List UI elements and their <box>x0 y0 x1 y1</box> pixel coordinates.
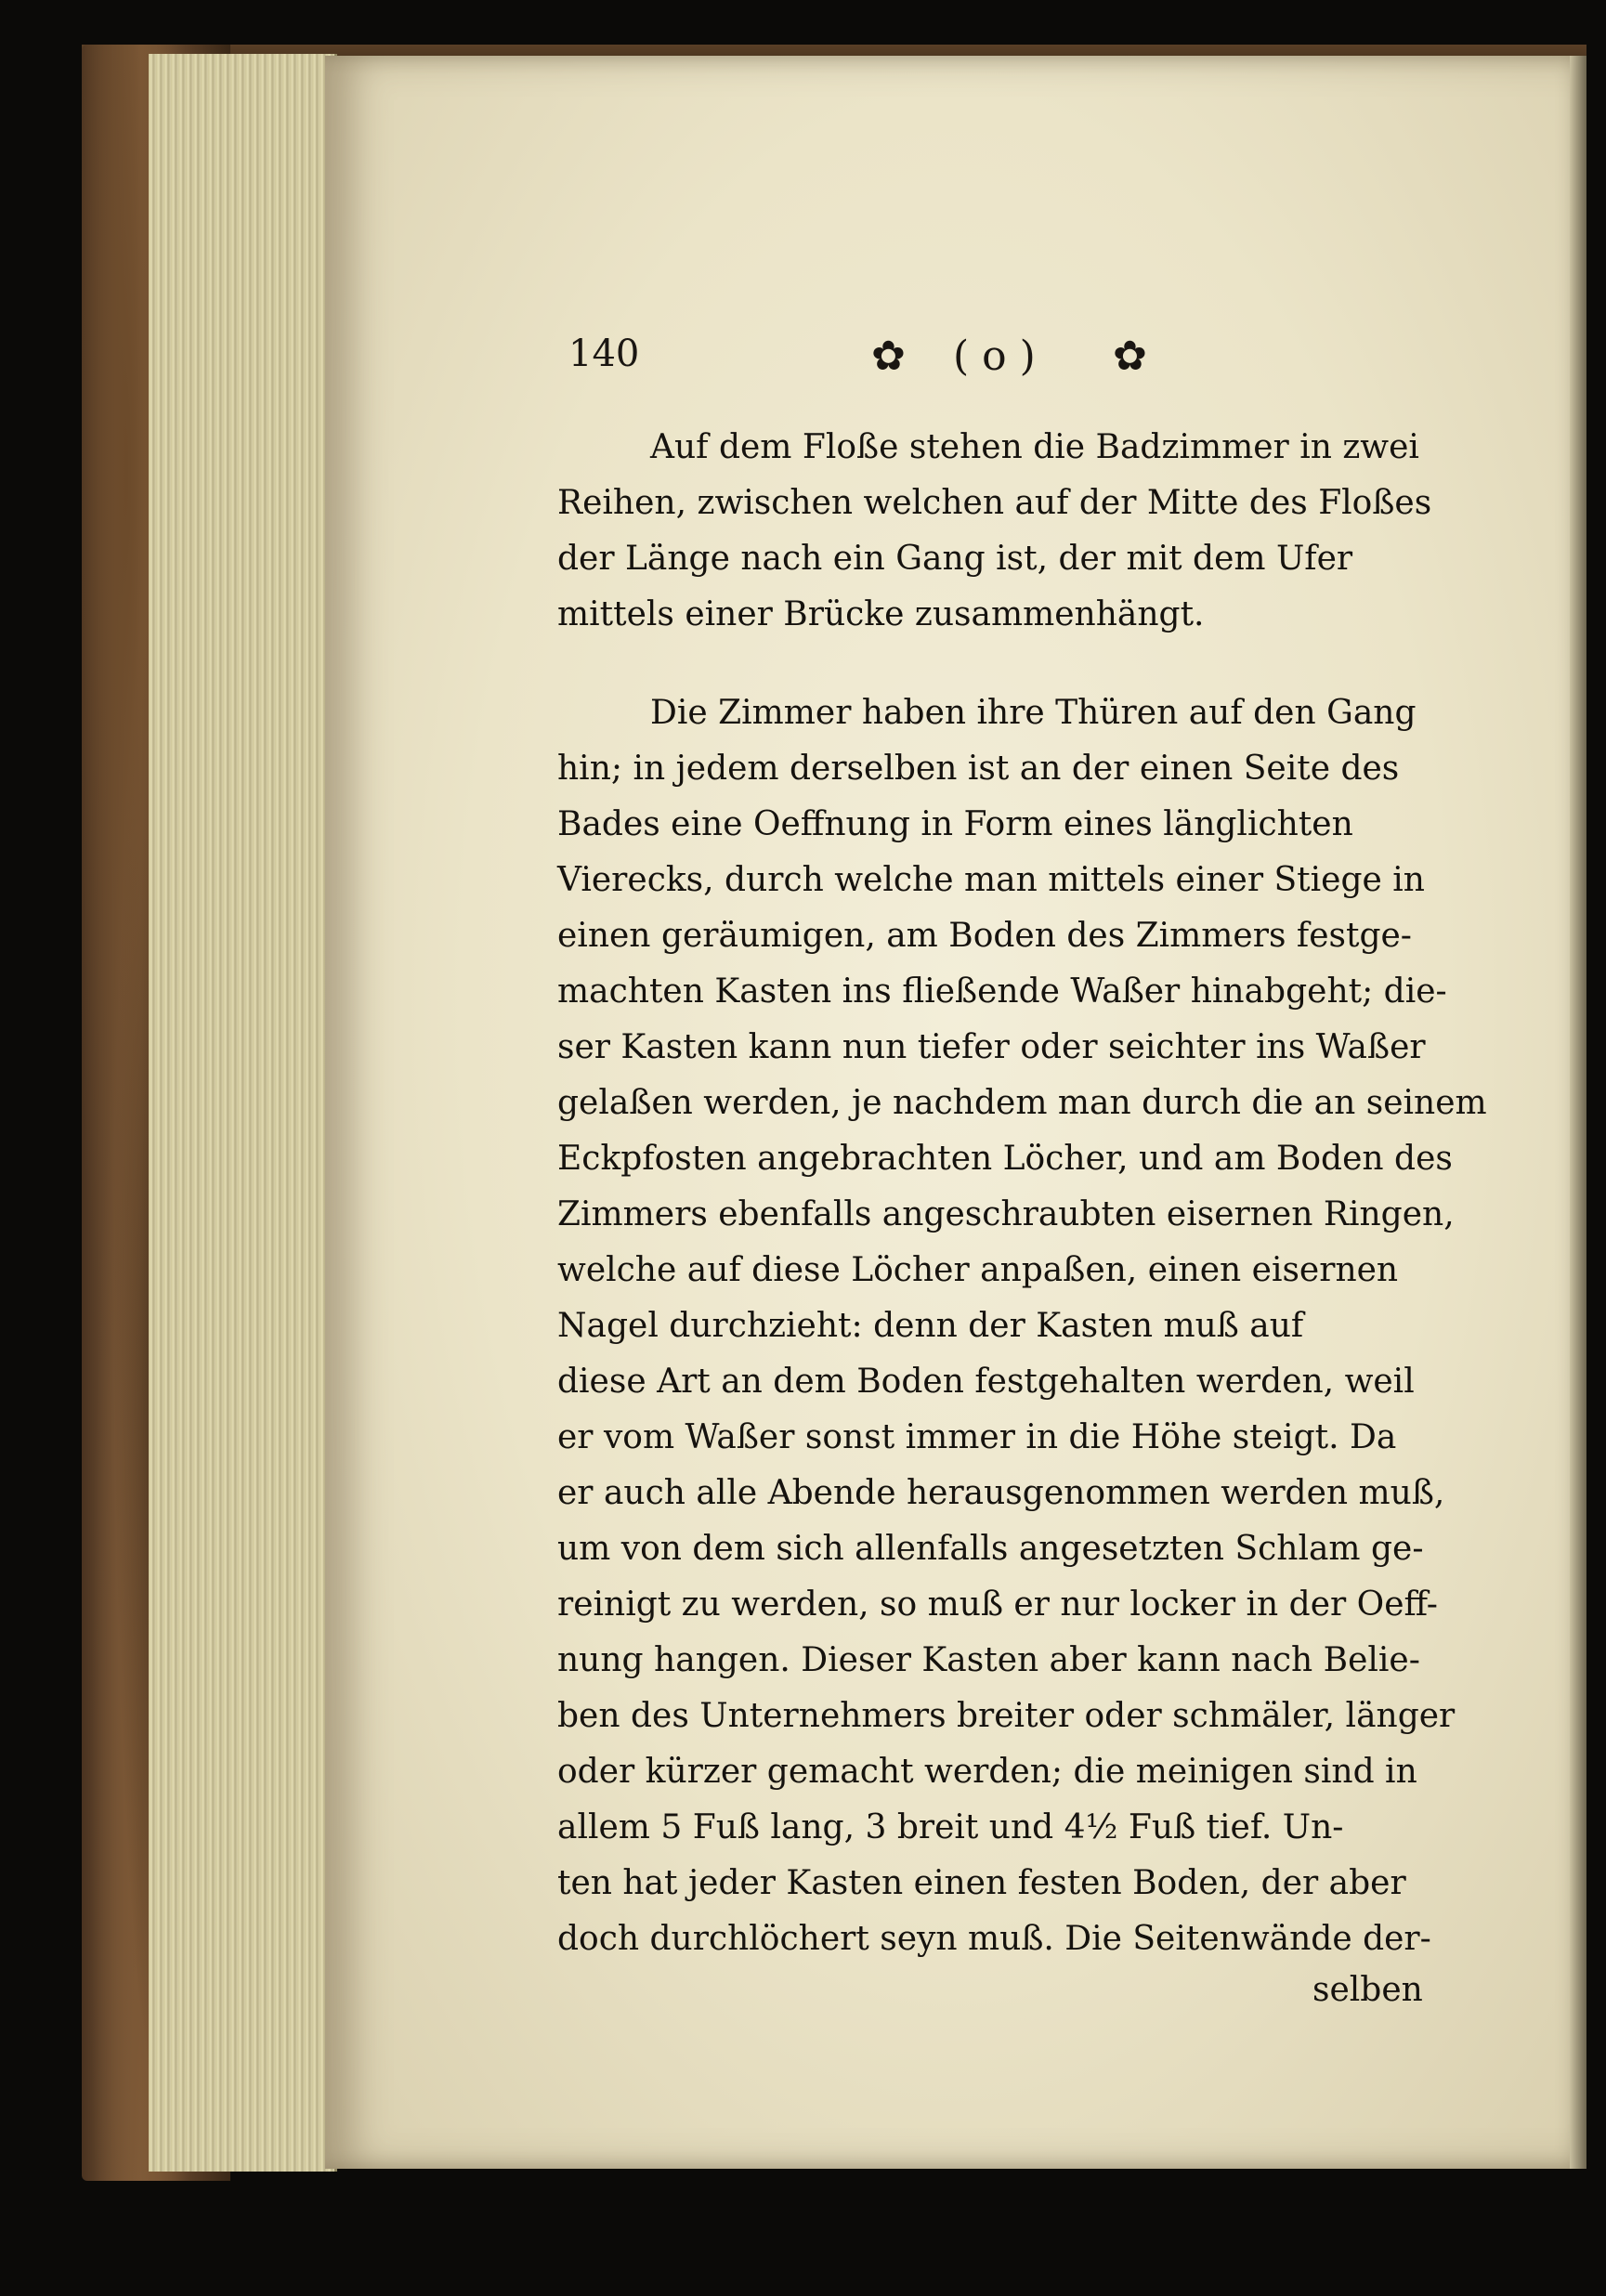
text-line: ben des Unternehmers breiter oder schmäler, länger <box>557 1697 1456 1735</box>
text-line: Bades eine Oeffnung in Form eines länglichten <box>557 805 1353 843</box>
text-line: Zimmers ebenfalls angeschraubten eisernen Ringen, <box>557 1195 1455 1233</box>
flower-ornament-icon: ✿ <box>1113 333 1147 380</box>
body-text <box>557 420 1486 1967</box>
text-line: er vom Waßer sonst immer in die Höhe steigt. Da <box>557 1418 1397 1456</box>
text-line: ser Kasten kann nun tiefer oder seichter ins Waßer <box>557 1028 1426 1066</box>
text-line: allem 5 Fuß lang, 3 breit und 4½ Fuß tief. Un- <box>557 1808 1344 1846</box>
text-line: hin; in jedem derselben ist an der einen Seite des <box>557 750 1400 788</box>
text-line: reinigt zu werden, so muß er nur locker in der Oeff- <box>557 1585 1438 1624</box>
text-line: machten Kasten ins fließende Waßer hinabgeht; die- <box>557 972 1447 1011</box>
text-line: doch durchlöchert seyn muß. Die Seitenwände der- <box>557 1920 1431 1958</box>
text-line: welche auf diese Löcher anpaßen, einen eisernen <box>557 1251 1399 1289</box>
paragraph <box>557 420 1486 643</box>
catchword: selben <box>1312 1971 1423 2009</box>
text-line: Die Zimmer haben ihre Thüren auf den Gang <box>650 694 1417 732</box>
page-fold-shadow <box>1570 56 1586 2169</box>
text-line: mittels einer Brücke zusammenhängt. <box>557 595 1205 633</box>
text-line: diese Art an dem Boden festgehalten werden, weil <box>557 1363 1415 1401</box>
text-line: nung hangen. Dieser Kasten aber kann nach Belie- <box>557 1641 1420 1679</box>
text-line: Auf dem Floße stehen die Badzimmer in zwei <box>650 428 1419 466</box>
book-page <box>325 56 1584 2169</box>
text-line: einen geräumigen, am Boden des Zimmers festge- <box>557 917 1412 955</box>
flower-ornament-icon: ✿ <box>871 333 906 380</box>
paragraph-gap <box>557 643 1486 685</box>
page-number: 140 <box>568 333 640 375</box>
text-line: oder kürzer gemacht werden; die meinigen sind in <box>557 1753 1417 1791</box>
text-line: Nagel durchzieht: denn der Kasten muß auf <box>557 1307 1304 1345</box>
text-line: Reihen, zwischen welchen auf der Mitte des Floßes <box>557 484 1432 522</box>
text-line: der Länge nach ein Gang ist, der mit dem Ufer <box>557 540 1353 578</box>
text-line: gelaßen werden, je nachdem man durch die an seinem <box>557 1084 1487 1122</box>
page-stack-edge <box>149 54 337 2172</box>
text-line: er auch alle Abende herausgenommen werden muß, <box>557 1474 1445 1512</box>
header-mark: ( o ) <box>953 333 1036 380</box>
text-line: um von dem sich allenfalls angesetzten Schlam ge- <box>557 1530 1424 1568</box>
paragraph <box>557 685 1486 1967</box>
text-line: Eckpfosten angebrachten Löcher, und am Boden des <box>557 1140 1453 1178</box>
text-line: Vierecks, durch welche man mittels einer Stiege in <box>557 861 1425 899</box>
text-line: ten hat jeder Kasten einen festen Boden, der aber <box>557 1864 1406 1902</box>
